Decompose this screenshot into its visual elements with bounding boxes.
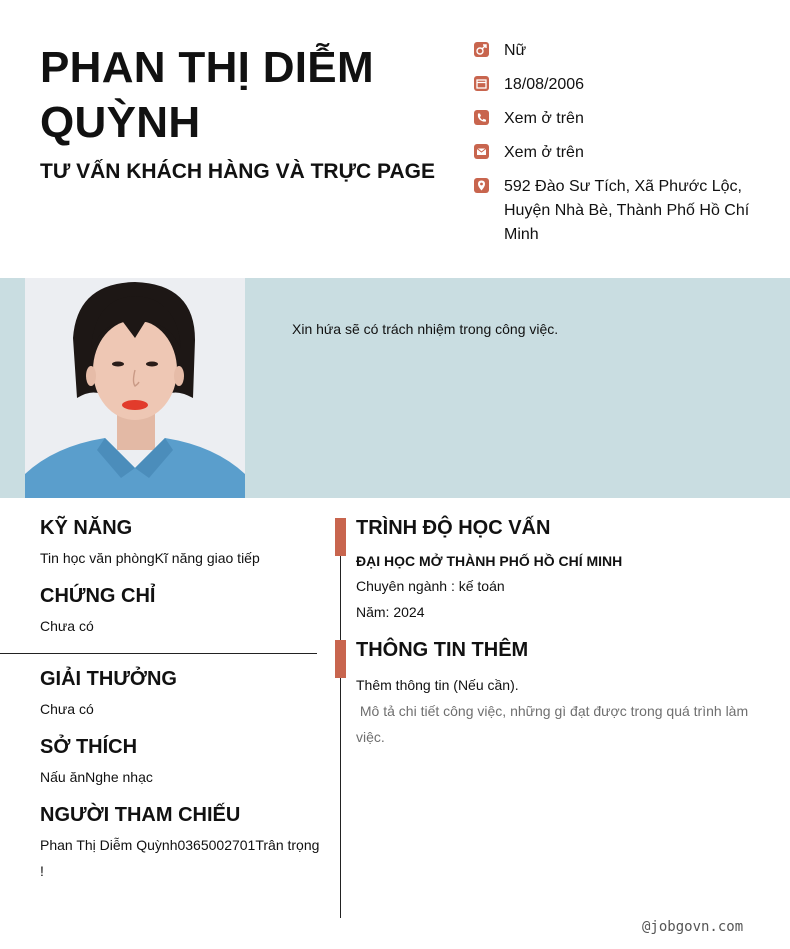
- education-major: Chuyên ngành : kế toán: [356, 578, 505, 594]
- calendar-icon: [474, 76, 489, 91]
- watermark-footer: @jobgovn.com: [642, 919, 744, 935]
- phone-icon: [474, 110, 489, 125]
- certificates-text: Chưa có: [40, 618, 94, 634]
- gender-icon: [474, 42, 489, 57]
- references-heading: NGƯỜI THAM CHIẾU: [40, 804, 241, 826]
- contact-phone: [474, 107, 764, 131]
- email-value: Xem ở trên: [504, 144, 584, 161]
- extra-info-heading: THÔNG TIN THÊM: [356, 639, 529, 661]
- profile-photo: [25, 278, 245, 498]
- candidate-name: PHAN THỊ DIỄM QUỲNH: [40, 43, 374, 147]
- section-divider: [0, 653, 317, 654]
- extra-info-description: Mô tả chi tiết công việc, những gì đạt được trong quá trình làm việc.: [356, 703, 753, 745]
- contact-email: [474, 141, 764, 165]
- references-text: Phan Thị Diễm Quỳnh0365002701Trân trọng !: [40, 837, 320, 879]
- career-objective: Xin hứa sẽ có trách nhiệm trong công việc.: [292, 321, 559, 337]
- contact-dob: [474, 73, 764, 97]
- extra-info-accent-bar: [335, 640, 346, 678]
- gender-value: Nữ: [504, 42, 527, 59]
- skills-heading: KỸ NĂNG: [40, 517, 133, 539]
- awards-heading: GIẢI THƯỞNG: [40, 668, 177, 690]
- skills-text: Tin học văn phòngKĩ năng giao tiếp: [40, 550, 260, 566]
- column-divider: [340, 518, 341, 918]
- certificates-heading: CHỨNG CHỈ: [40, 585, 156, 607]
- extra-info-line: Thêm thông tin (Nếu cần).: [356, 677, 519, 693]
- education-school: ĐẠI HỌC MỞ THÀNH PHỐ HỒ CHÍ MINH: [356, 553, 623, 569]
- address-value: 592 Đào Sư Tích, Xã Phước Lộc, Huyện Nhà Bè, Thành Phố Hồ Chí Minh: [504, 178, 750, 243]
- awards-text: Chưa có: [40, 701, 94, 717]
- hobbies-text: Nấu ănNghe nhạc: [40, 769, 153, 785]
- contact-gender: [474, 39, 764, 63]
- hobbies-heading: SỞ THÍCH: [40, 736, 138, 758]
- mail-icon: [474, 144, 489, 159]
- education-year: Năm: 2024: [356, 604, 425, 620]
- job-title: TƯ VẤN KHÁCH HÀNG VÀ TRỰC PAGE: [40, 160, 435, 183]
- location-icon: [474, 178, 489, 193]
- phone-value: Xem ở trên: [504, 110, 584, 127]
- dob-value: 18/08/2006: [504, 76, 585, 93]
- education-heading: TRÌNH ĐỘ HỌC VẤN: [356, 517, 551, 539]
- education-accent-bar: [335, 518, 346, 556]
- contact-address: [474, 175, 764, 247]
